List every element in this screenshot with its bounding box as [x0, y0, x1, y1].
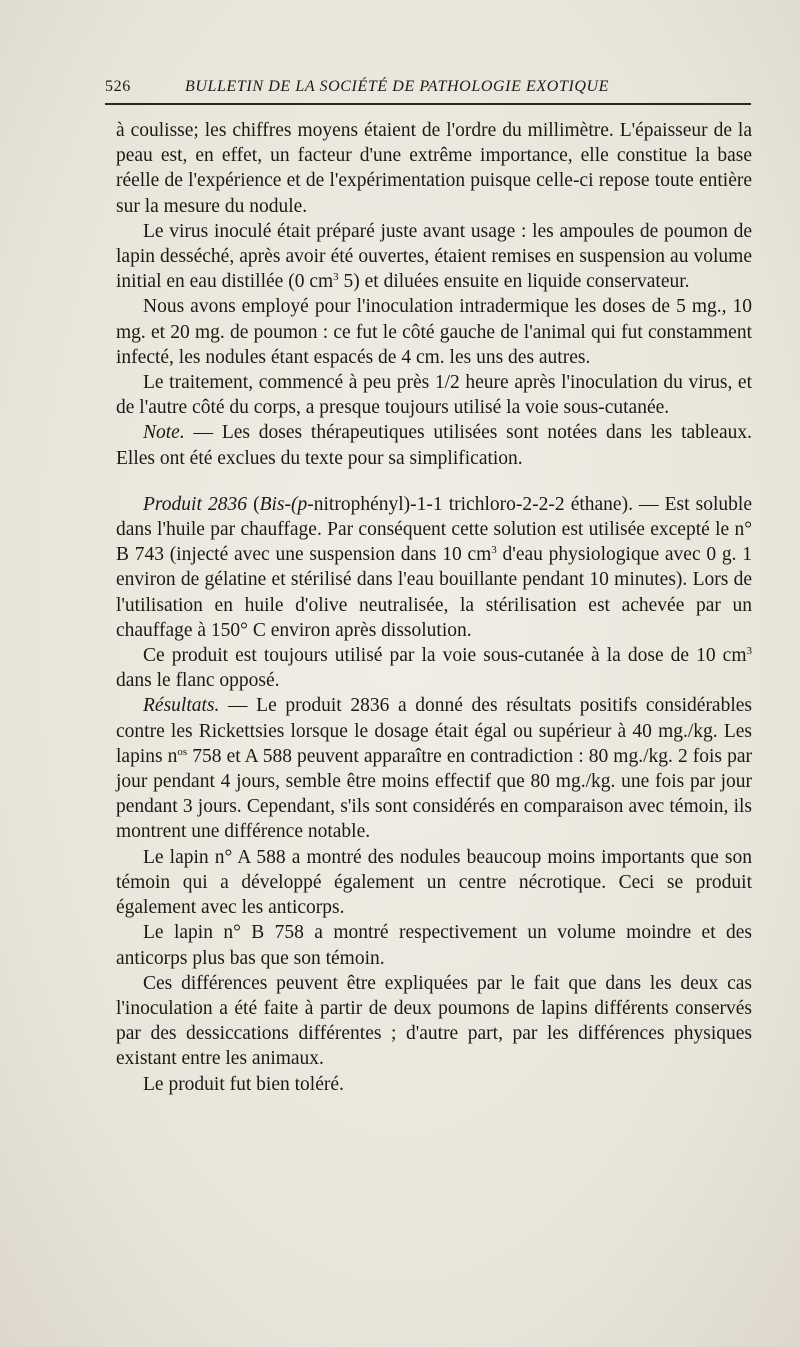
paragraph-2: Le virus inoculé était préparé juste avant usage : les ampoules de poumon de lapin desséché, après avoir été ouvertes, étaient remises en suspension au volume initial en eau distillée (0 $cm^3$ 5) et diluées ensuite en liquide conservateur.	[116, 220, 752, 293]
body-text	[116, 118, 752, 1097]
paragraph-dose: Ce produit est toujours utilisé par la voie sous-cutanée à la dose de 10 $cm^3$ dans le flanc opposé.	[116, 645, 752, 692]
paragraph-tolerance: Le produit fut bien toléré.	[143, 1073, 344, 1095]
paragraph-resultats: Résultats. — Le produit 2836 a donné des résultats positifs considérables contre les Rickettsies lorsque le dosage était égal ou supérieur à 40 mg./kg. Les lapins $n^{os}$ 758 et A 588 peuvent apparaître en contradiction : 80 mg./kg. 2 fois par jour pendant 4 jours, semble être moins effectif que 80 mg./kg. une fois par jour pendant 3 jours. Cependant, s'ils sont considérés en comparaison avec témoin, ils montrent une différence notable.	[116, 695, 752, 843]
running-title: BULLETIN DE LA SOCIÉTÉ DE PATHOLOGIE EXOTIQUE	[185, 78, 610, 95]
product-label: Produit 2836	[143, 493, 247, 515]
paragraph-lapin-a588: Le lapin n° A 588 a montré des nodules beaucoup moins importants que son témoin qui a développé également un centre nécrotique. Ceci se produit également avec les anticorps.	[116, 846, 752, 919]
paragraph-note: Note. — Les doses thérapeutiques utilisées sont notées dans les tableaux. Elles ont été exclues du texte pour sa simplification.	[116, 422, 752, 469]
paragraph-1: à coulisse; les chiffres moyens étaient de l'ordre du millimètre. L'épaisseur de la peau est, en effet, un facteur d'une extrême importance, elle constitue la base réelle de l'expérience et de l'expérimentation puisque celle-ci repose toute entière sur la mesure du nodule.	[116, 120, 752, 217]
results-label: Résultats.	[143, 695, 220, 717]
paragraph-3: Nous avons employé pour l'inoculation intradermique les doses de 5 mg., 10 mg. et 20 mg. de poumon : ce fut le côté gauche de l'animal qui fut constamment infecté, les nodules étant espacés de 4 cm. les uns des autres.	[116, 296, 752, 368]
paragraph-produit: Produit 2836 (Bis-(p-nitrophényl)-1-1 trichloro-2-2-2 éthane). — Est soluble dans l'huile par chauffage. Par conséquent cette solution est utilisée excepté le n° B 743 (injecté avec une suspension dans 10 $cm^3$ d'eau physiologique avec 0 g. 1 environ de gélatine et stérilisé dans l'eau bouillante pendant 10 minutes). Lors de l'utilisation en huile d'olive neutralisée, la stérilisation est achevée par un chauffage à 150° C environ après dissolution.	[116, 493, 752, 641]
paragraph-lapin-b758: Le lapin n° B 758 a montré respectivement un volume moindre et des anticorps plus bas que son témoin.	[116, 922, 752, 969]
paragraph-4: Le traitement, commencé à peu près 1/2 heure après l'inoculation du virus, et de l'autre côté du corps, a presque toujours utilisé la voie sous-cutanée.	[116, 372, 752, 419]
header-rule	[105, 103, 751, 105]
paragraph-differences: Ces différences peuvent être expliquées par le fait que dans les deux cas l'inoculation a été faite à partir de deux poumons de lapins différents conservés par des dessiccations différentes ; d'autre part, par les différences physiques existant entre les animaux.	[116, 972, 752, 1070]
page-number: 526	[105, 78, 131, 95]
note-label: Note.	[143, 422, 185, 444]
